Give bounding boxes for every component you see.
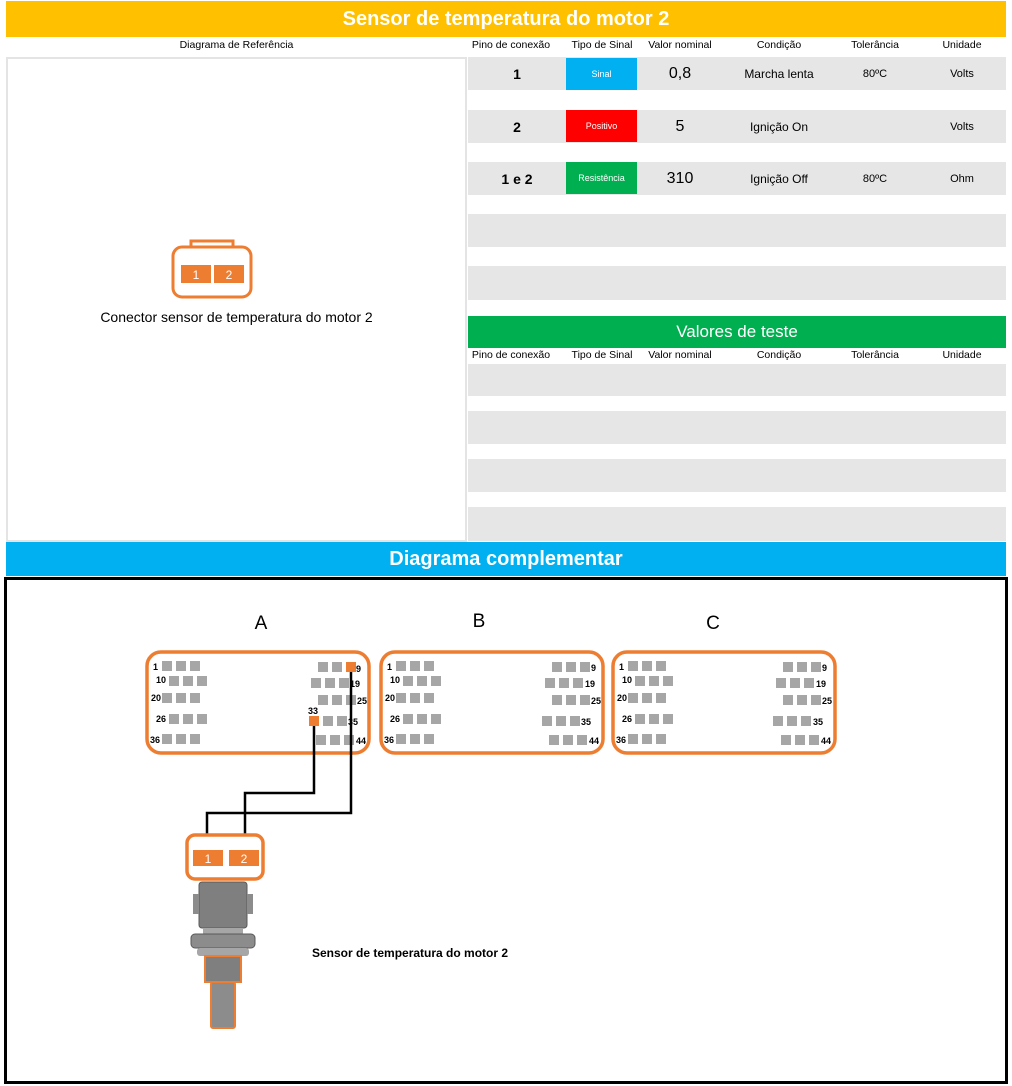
connector-c-label: C: [706, 613, 720, 634]
pin-label: 33: [308, 706, 319, 716]
connector-pin-2-label: 2: [225, 268, 233, 282]
pin-label: 35: [813, 717, 824, 727]
sensor-pin-2-label: 2: [240, 852, 248, 866]
pin-label: 19: [585, 679, 596, 689]
header-tolerance: Tolerância: [851, 39, 899, 51]
pin-label: 44: [821, 736, 832, 746]
row-2-pin: 2: [513, 118, 521, 135]
pin-label: 25: [822, 696, 833, 706]
pin-label: 44: [589, 736, 600, 746]
row-3-nominal: 310: [666, 169, 694, 187]
test-row-empty: [468, 364, 1006, 396]
pin-label: 9: [591, 663, 597, 673]
test-header-pin: Pino de conexão: [471, 349, 551, 361]
connector-a-label: A: [254, 613, 268, 634]
pin-label: 1: [153, 662, 159, 672]
pin-label: 19: [350, 679, 361, 689]
test-header-tolerance: Tolerância: [851, 349, 899, 361]
pin-label: 9: [822, 663, 828, 673]
row-3-tolerance: 80ºC: [862, 172, 888, 185]
row-1-pin: 1: [513, 65, 521, 82]
header-reference: Diagrama de Referência: [179, 39, 294, 51]
sensor-connector: [187, 835, 263, 879]
pin-label: 35: [581, 717, 592, 727]
row-2-condition: Ignição On: [749, 119, 809, 134]
connector-icon: [171, 239, 253, 299]
page-title: Sensor de temperatura do motor 2: [6, 1, 1006, 37]
test-header-condition: Condição: [756, 349, 802, 361]
pin-label: 44: [356, 736, 367, 746]
row-1-condition: Marcha lenta: [744, 66, 814, 81]
row-3-condition: Ignição Off: [750, 171, 808, 186]
test-row-empty: [468, 507, 1006, 541]
pin-label: 36: [150, 735, 161, 745]
test-values-title: Valores de teste: [468, 316, 1006, 348]
pin-label: 10: [622, 675, 633, 685]
reference-diagram-panel: [6, 57, 467, 542]
table-row-empty: [468, 266, 1006, 300]
pin-label: 20: [151, 693, 162, 703]
row-1-signal-badge: Sinal: [566, 58, 637, 90]
connector-b-label: B: [472, 611, 486, 632]
header-pin: Pino de conexão: [471, 39, 551, 51]
complementary-diagram: [4, 577, 1008, 1084]
row-3-signal-badge: Resistência: [566, 162, 637, 194]
header-nominal: Valor nominal: [648, 39, 712, 51]
wiring-diagram: [7, 580, 1007, 1083]
row-1-nominal: 0,8: [668, 64, 692, 82]
pin-label: 20: [385, 693, 396, 703]
complementary-title: Diagrama complementar: [6, 542, 1006, 576]
row-3-pin: 1 e 2: [501, 170, 533, 187]
ecu-connector-a: [147, 652, 369, 753]
pin-label: 10: [156, 675, 167, 685]
pin-label: 19: [816, 679, 827, 689]
row-2-nominal: 5: [675, 117, 685, 135]
pin-label: 20: [617, 693, 628, 703]
pin-label: 36: [384, 735, 395, 745]
test-row-empty: [468, 459, 1006, 492]
pin-label: 1: [387, 662, 393, 672]
test-header-nominal: Valor nominal: [648, 349, 712, 361]
sensor-caption: Sensor de temperatura do motor 2: [312, 946, 509, 960]
row-2-signal-badge: Positivo: [566, 110, 637, 142]
row-1-tolerance: 80ºC: [862, 67, 888, 80]
sensor-pin-1-label: 1: [204, 852, 212, 866]
pin-label: 26: [622, 714, 633, 724]
header-signal-type: Tipo de Sinal: [571, 39, 633, 51]
temperature-sensor-icon: [191, 882, 255, 1028]
row-2-tolerance: [842, 110, 908, 143]
ecu-connector-c: [613, 652, 835, 753]
test-header-unit: Unidade: [942, 349, 982, 361]
reference-caption: Conector sensor de temperatura do motor 2: [100, 309, 373, 325]
row-3-unit: Ohm: [950, 172, 974, 185]
row-2-unit: Volts: [950, 120, 974, 133]
pin-label: 36: [616, 735, 627, 745]
test-header-signal-type: Tipo de Sinal: [571, 349, 633, 361]
pin-label: 35: [348, 717, 359, 727]
pin-label: 26: [390, 714, 401, 724]
pin-label: 1: [619, 662, 625, 672]
connector-pin-1-label: 1: [192, 268, 200, 282]
row-1-unit: Volts: [950, 67, 974, 80]
pin-label: 10: [390, 675, 401, 685]
test-row-empty: [468, 411, 1006, 444]
ecu-connector-b: [381, 652, 603, 753]
pin-label: 25: [591, 696, 602, 706]
header-condition: Condição: [756, 39, 802, 51]
pin-label: 9: [356, 664, 362, 674]
pin-label: 25: [357, 696, 368, 706]
header-unit: Unidade: [942, 39, 982, 51]
table-row-empty: [468, 214, 1006, 247]
pin-label: 26: [156, 714, 167, 724]
